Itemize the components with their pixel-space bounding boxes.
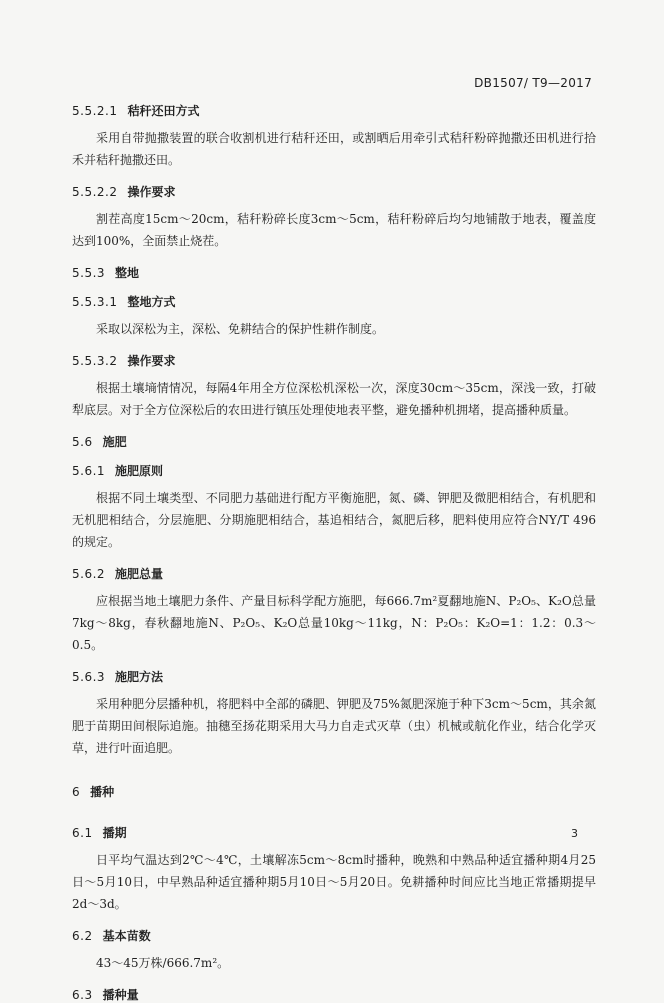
paragraph: 采用种肥分层播种机，将肥料中全部的磷肥、钾肥及75%氮肥深施于种下3cm～5cm，其余氮肥于苗期田间根际追施。抽穗至扬花期采用大马力自走式灭草（虫）机械或航化作业，结合化学灭草，进行叶面追肥。: [72, 697, 596, 755]
paragraph: 割茬高度15cm～20cm，秸秆粉碎长度3cm～5cm，秸秆粉碎后均匀地铺散于地表，覆盖度达到100%，全面禁止烧茬。: [72, 212, 596, 248]
heading-5-6-2: [72, 565, 596, 582]
heading-title: 播种: [90, 785, 115, 799]
heading-5-5-2-2: [72, 183, 596, 200]
heading-6-2: [72, 927, 596, 944]
heading-title: 施肥: [102, 435, 127, 449]
page-number: 3: [571, 827, 578, 840]
paragraph: 应根据当地土壤肥力条件、产量目标科学配方施肥，每666.7m²夏翻地施N、P₂O₅、K₂O总量7kg～8kg，春秋翻地施N、P₂O₅、K₂O总量10kg～11kg，N：P₂O₅：K₂O=1：1.2：0.3～0.5。: [72, 594, 596, 652]
paragraph: 根据土壤墒情情况，每隔4年用全方位深松机深松一次，深度30cm～35cm，深浅一致，打破犁底层。对于全方位深松后的农田进行镇压处理使地表平整，避免播种机拥堵，提高播种质量。: [72, 381, 596, 417]
heading-title: 施肥原则: [115, 464, 164, 478]
document-body: [72, 102, 596, 1003]
heading-number: 6: [72, 785, 81, 799]
heading-number: 5.5.3.1: [72, 295, 118, 309]
heading-number: 5.6.3: [72, 670, 106, 684]
document-code: DB1507/ T9—2017: [474, 76, 592, 90]
heading-number: 6.3: [72, 988, 93, 1002]
heading-number: 5.6: [72, 435, 93, 449]
heading-title: 播种量: [102, 988, 139, 1002]
heading-title: 秸秆还田方式: [127, 104, 200, 118]
heading-6-1: [72, 824, 596, 841]
heading-5-6: [72, 433, 596, 450]
heading-title: 整地: [115, 266, 140, 280]
heading-5-5-3-1: [72, 293, 596, 310]
heading-5-5-2-1: [72, 102, 596, 119]
heading-5-5-3-2: [72, 352, 596, 369]
heading-5-6-3: [72, 668, 596, 685]
heading-number: 6.2: [72, 929, 93, 943]
heading-number: 6.1: [72, 826, 93, 840]
heading-6-3: [72, 986, 596, 1003]
heading-5-6-1: [72, 462, 596, 479]
paragraph: 采取以深松为主，深松、免耕结合的保护性耕作制度。: [96, 322, 385, 336]
paragraph: 采用自带抛撒装置的联合收割机进行秸秆还田，或割晒后用牵引式秸秆粉碎抛撒还田机进行拾禾并秸秆抛撒还田。: [72, 131, 596, 167]
paragraph: 根据不同土壤类型、不同肥力基础进行配方平衡施肥，氮、磷、钾肥及微肥相结合，有机肥和无机肥相结合，分层施肥、分期施肥相结合，基追相结合，氮肥后移，肥料使用应符合NY/T 496的规定。: [72, 491, 596, 549]
paragraph: 日平均气温达到2℃～4℃，土壤解冻5cm～8cm时播种，晚熟和中熟品种适宜播种期4月25日～5月10日，中早熟品种适宜播种期5月10日～5月20日。免耕播种时间应比当地正常播期提早2d～3d。: [72, 853, 596, 911]
heading-title: 播期: [102, 826, 127, 840]
heading-title: 施肥方法: [115, 670, 164, 684]
heading-6: [72, 783, 596, 800]
heading-number: 5.5.2.1: [72, 104, 118, 118]
heading-title: 施肥总量: [115, 567, 164, 581]
heading-number: 5.5.3: [72, 266, 106, 280]
heading-number: 5.6.2: [72, 567, 106, 581]
heading-number: 5.5.2.2: [72, 185, 118, 199]
heading-number: 5.6.1: [72, 464, 106, 478]
paragraph: 43～45万株/666.7m²。: [96, 956, 230, 970]
heading-title: 整地方式: [127, 295, 176, 309]
heading-title: 操作要求: [127, 354, 176, 368]
heading-number: 5.5.3.2: [72, 354, 118, 368]
heading-title: 操作要求: [127, 185, 176, 199]
heading-title: 基本苗数: [102, 929, 151, 943]
heading-5-5-3: [72, 264, 596, 281]
